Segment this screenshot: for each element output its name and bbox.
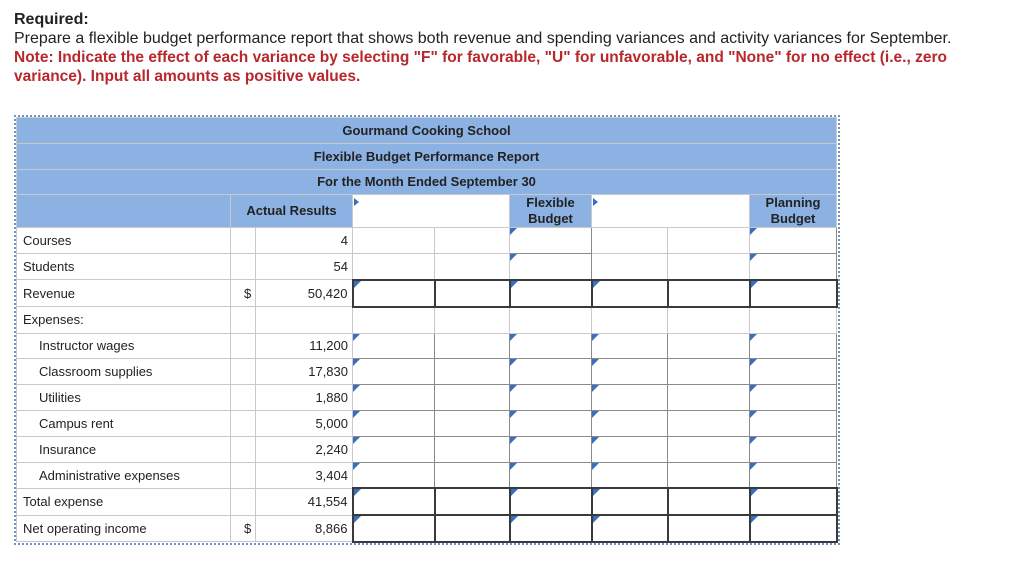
flexible-budget-input[interactable]	[510, 436, 592, 462]
activity-variance-input[interactable]	[592, 410, 668, 436]
table-row	[17, 436, 837, 462]
row-label: Campus rent	[17, 410, 231, 436]
dollar-sign	[231, 488, 256, 515]
actual-value: 41,554	[256, 488, 353, 515]
revenue-spending-effect-select[interactable]	[435, 462, 510, 488]
actual-value: 1,880	[256, 385, 353, 411]
revenue-spending-variance-input[interactable]	[353, 280, 435, 307]
activity-variance-input[interactable]	[592, 462, 668, 488]
revenue-spending-variance-input	[353, 307, 435, 333]
required-text: Prepare a flexible budget performance report that shows both revenue and spending variances and activity variances for September.	[14, 30, 952, 47]
activity-variance-input[interactable]	[592, 488, 668, 515]
revenue-spending-variance-input[interactable]	[353, 410, 435, 436]
revenue-spending-variance-input	[353, 254, 435, 280]
table-row	[17, 307, 837, 333]
row-label: Classroom supplies	[17, 359, 231, 385]
flexible-budget-input[interactable]	[510, 488, 592, 515]
activity-effect-select[interactable]	[668, 462, 750, 488]
planning-budget-input[interactable]	[750, 436, 837, 462]
revenue-spending-variance-input[interactable]	[353, 436, 435, 462]
planning-budget-input[interactable]	[750, 228, 837, 254]
activity-variance-input[interactable]	[592, 385, 668, 411]
table-row	[17, 254, 837, 280]
flexible-budget-input[interactable]	[510, 410, 592, 436]
row-label: Net operating income	[17, 515, 231, 542]
activity-effect-select[interactable]	[668, 280, 750, 307]
dollar-sign: $	[231, 280, 256, 307]
revenue-spending-effect-select[interactable]	[435, 488, 510, 515]
planning-budget-input[interactable]	[750, 359, 837, 385]
actual-value: 50,420	[256, 280, 353, 307]
table-row	[17, 515, 837, 542]
row-label: Administrative expenses	[17, 462, 231, 488]
variance-header-input-2[interactable]	[592, 195, 750, 228]
dollar-sign: $	[231, 515, 256, 542]
table-row	[17, 333, 837, 359]
row-label: Students	[17, 254, 231, 280]
activity-variance-input[interactable]	[592, 436, 668, 462]
planning-budget-input[interactable]	[750, 385, 837, 411]
activity-effect-select[interactable]	[668, 488, 750, 515]
row-label: Expenses:	[17, 307, 231, 333]
revenue-spending-variance-input[interactable]	[353, 515, 435, 542]
revenue-spending-effect-select[interactable]	[435, 385, 510, 411]
activity-effect-select[interactable]	[668, 359, 750, 385]
table-row	[17, 385, 837, 411]
revenue-spending-variance-input	[353, 228, 435, 254]
planning-budget-input[interactable]	[750, 254, 837, 280]
revenue-spending-effect-select[interactable]	[435, 436, 510, 462]
flexible-budget-input[interactable]	[510, 515, 592, 542]
instructions	[14, 10, 1014, 86]
variance-header-input-1[interactable]	[353, 195, 510, 228]
dollar-sign	[231, 228, 256, 254]
planning-budget-header: Planning Budget	[750, 195, 837, 228]
revenue-spending-variance-input[interactable]	[353, 488, 435, 515]
flexible-budget-input	[510, 307, 592, 333]
required-note: Note: Indicate the effect of each variance by selecting "F" for favorable, "U" for unfavorable, and "None" for no effect (i.e., zero variance). Input all amounts as positive values.	[14, 49, 947, 85]
flexible-budget-input[interactable]	[510, 462, 592, 488]
revenue-spending-variance-input[interactable]	[353, 359, 435, 385]
actual-value: 54	[256, 254, 353, 280]
activity-effect-select[interactable]	[668, 385, 750, 411]
activity-effect-select[interactable]	[668, 333, 750, 359]
actual-value: 11,200	[256, 333, 353, 359]
label-header-blank	[17, 195, 231, 228]
table-row	[17, 488, 837, 515]
dollar-sign	[231, 410, 256, 436]
dollar-sign	[231, 307, 256, 333]
dollar-sign	[231, 359, 256, 385]
report-title: Flexible Budget Performance Report	[17, 143, 837, 169]
table-row	[17, 410, 837, 436]
actual-value: 2,240	[256, 436, 353, 462]
flexible-budget-input[interactable]	[510, 359, 592, 385]
activity-effect-select[interactable]	[668, 515, 750, 542]
activity-variance-input[interactable]	[592, 333, 668, 359]
revenue-spending-effect-select[interactable]	[435, 333, 510, 359]
activity-effect-select[interactable]	[668, 410, 750, 436]
actual-value	[256, 307, 353, 333]
flexible-budget-input[interactable]	[510, 254, 592, 280]
activity-effect-select	[668, 228, 750, 254]
table-row	[17, 359, 837, 385]
company-name: Gourmand Cooking School	[17, 118, 837, 144]
table-row	[17, 280, 837, 307]
revenue-spending-variance-input[interactable]	[353, 333, 435, 359]
flexible-budget-input[interactable]	[510, 280, 592, 307]
row-label: Utilities	[17, 385, 231, 411]
activity-effect-select[interactable]	[668, 436, 750, 462]
actual-value: 4	[256, 228, 353, 254]
flexible-budget-input[interactable]	[510, 385, 592, 411]
report-period: For the Month Ended September 30	[17, 169, 837, 195]
planning-budget-input[interactable]	[750, 515, 837, 542]
revenue-spending-variance-input[interactable]	[353, 462, 435, 488]
activity-variance-input	[592, 254, 668, 280]
activity-variance-input	[592, 228, 668, 254]
revenue-spending-variance-input[interactable]	[353, 385, 435, 411]
planning-budget-input[interactable]	[750, 280, 837, 307]
activity-effect-select	[668, 254, 750, 280]
actual-results-header: Actual Results	[231, 195, 353, 228]
activity-variance-input	[592, 307, 668, 333]
activity-variance-input[interactable]	[592, 359, 668, 385]
revenue-spending-effect-select[interactable]	[435, 359, 510, 385]
row-label: Revenue	[17, 280, 231, 307]
planning-budget-input[interactable]	[750, 488, 837, 515]
flexible-budget-header: Flexible Budget	[510, 195, 592, 228]
dollar-sign	[231, 254, 256, 280]
activity-effect-select	[668, 307, 750, 333]
table-row	[17, 228, 837, 254]
table-row	[17, 462, 837, 488]
performance-report-table	[16, 117, 838, 543]
actual-value: 17,830	[256, 359, 353, 385]
revenue-spending-effect-select[interactable]	[435, 515, 510, 542]
actual-value: 5,000	[256, 410, 353, 436]
actual-value: 8,866	[256, 515, 353, 542]
planning-budget-input	[750, 307, 837, 333]
row-label: Insurance	[17, 436, 231, 462]
revenue-spending-effect-select[interactable]	[435, 410, 510, 436]
row-label: Instructor wages	[17, 333, 231, 359]
revenue-spending-effect-select	[435, 228, 510, 254]
row-label: Courses	[17, 228, 231, 254]
actual-value: 3,404	[256, 462, 353, 488]
revenue-spending-effect-select[interactable]	[435, 280, 510, 307]
dollar-sign	[231, 333, 256, 359]
planning-budget-input[interactable]	[750, 410, 837, 436]
dollar-sign	[231, 385, 256, 411]
flexible-budget-input[interactable]	[510, 333, 592, 359]
activity-variance-input[interactable]	[592, 280, 668, 307]
flexible-budget-input[interactable]	[510, 228, 592, 254]
activity-variance-input[interactable]	[592, 515, 668, 542]
revenue-spending-effect-select	[435, 254, 510, 280]
row-label: Total expense	[17, 488, 231, 515]
planning-budget-input[interactable]	[750, 462, 837, 488]
planning-budget-input[interactable]	[750, 333, 837, 359]
revenue-spending-effect-select	[435, 307, 510, 333]
dollar-sign	[231, 462, 256, 488]
dollar-sign	[231, 436, 256, 462]
required-heading: Required:	[14, 11, 89, 28]
